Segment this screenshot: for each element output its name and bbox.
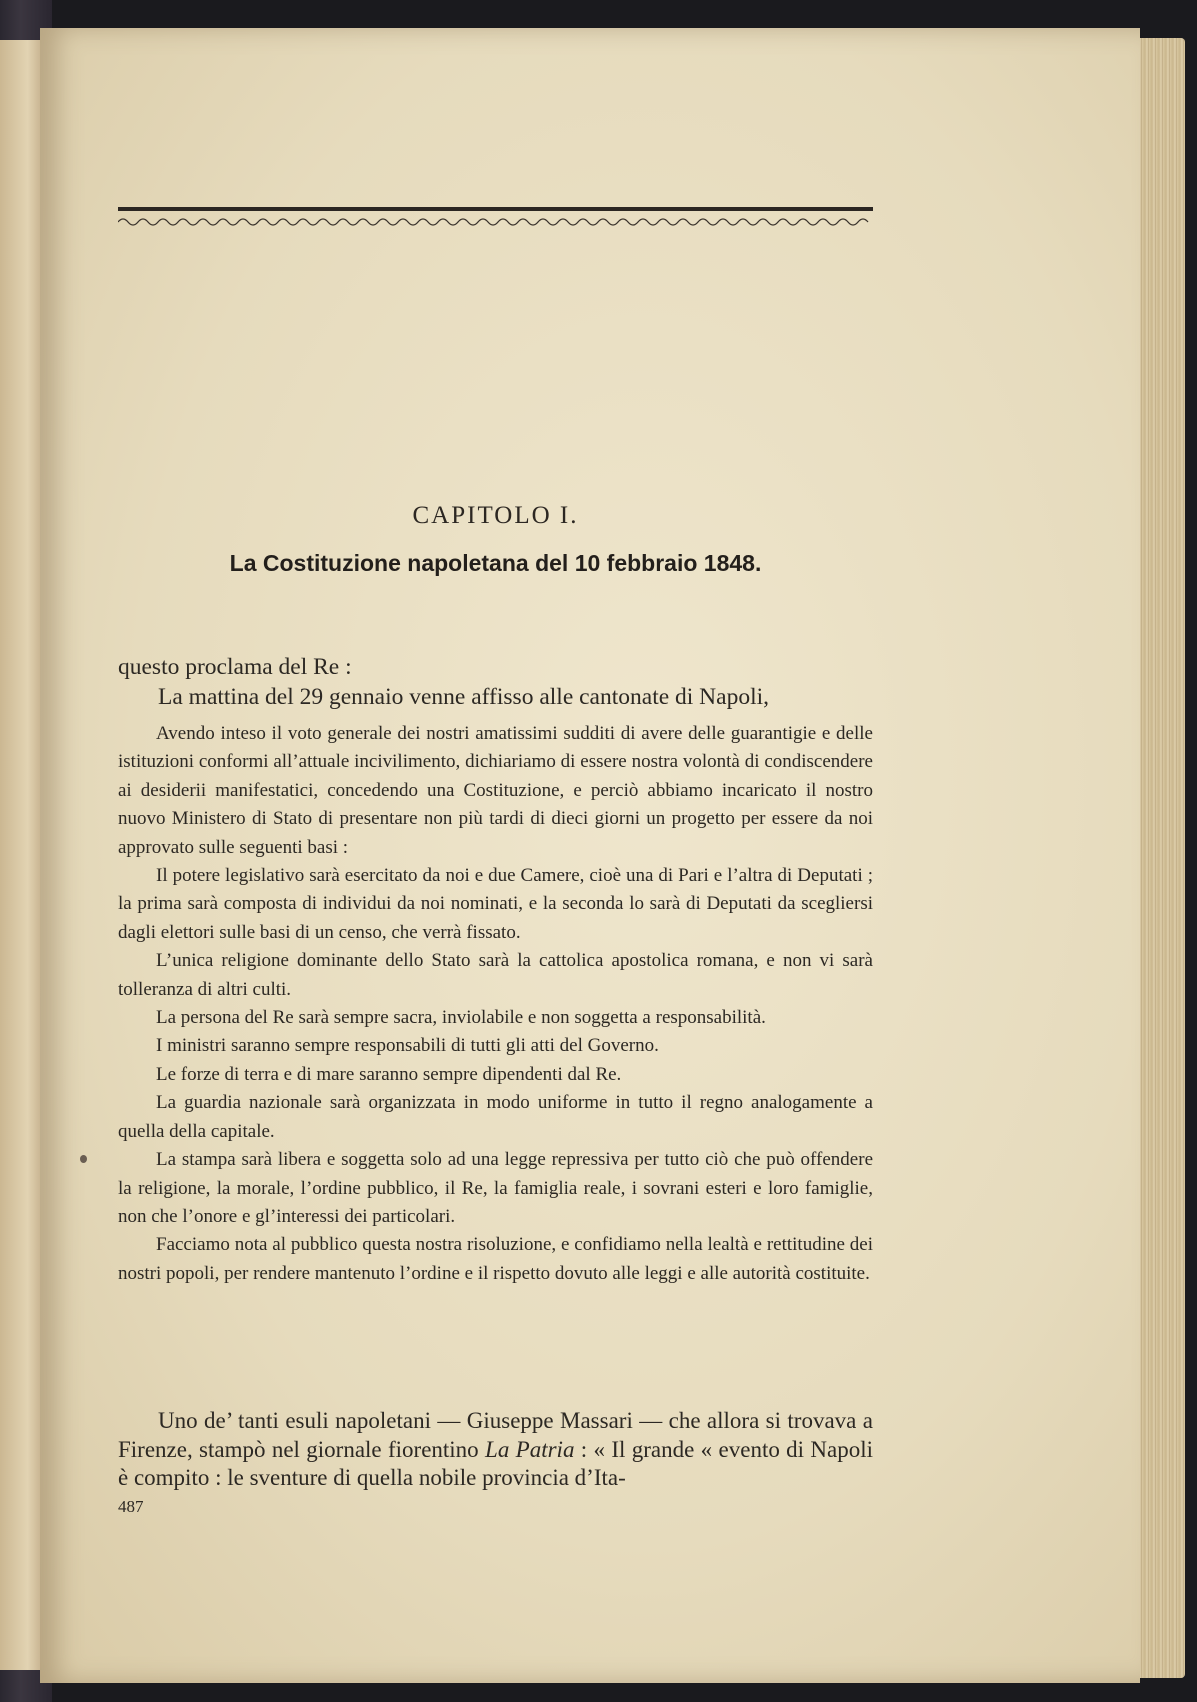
page-stack-edge <box>1135 38 1185 1678</box>
paper-stain <box>80 1155 87 1163</box>
proclamation-paragraph: La stampa sarà libera e soggetta solo ad una legge repressiva per tutto ciò che può offendere la religione, la morale, l’ordine pubblico, il Re, la famiglia reale, i sovrani esteri e loro famiglie, non che l’onore e gl’interessi dei particolari. <box>118 1149 873 1227</box>
header-rule <box>118 207 873 211</box>
massari-paragraph <box>118 1407 873 1493</box>
newspaper-name: La Patria <box>485 1436 575 1462</box>
proclamation-text <box>118 720 873 1288</box>
proclamation-paragraph: Il potere legislativo sarà esercitato da noi e due Camere, cioè una di Pari e l’altra di Deputati ; la prima sarà composta di individui da noi nominati, e la seconda lo sarà di Deputati da scegliersi dagli elettori sulle basi di un censo, che verrà fissato. <box>118 865 873 943</box>
intro-line: questo proclama del Re : <box>118 654 352 680</box>
intro-paragraph <box>118 652 873 712</box>
chapter-heading: CAPITOLO I. <box>412 502 579 529</box>
intro-line: La mattina del 29 gennaio venne affisso alle cantonate di Napoli, <box>158 684 770 710</box>
massari-text-end: : « Il grande « evento di Napoli è compito : le sventure di quella nobile provincia d’Ita- <box>118 1436 874 1490</box>
massari-text <box>118 1407 873 1493</box>
proclamation-paragraph: La guardia nazionale sarà organizzata in modo uniforme in tutto il regno analogamente a quella della capitale. <box>118 1092 873 1142</box>
proclamation-paragraph: Avendo inteso il voto generale dei nostri amatissimi sudditi di avere delle guarantigie e delle istituzioni conformi all’attuale incivilimento, dichiariamo di essere nostra volontà di condiscendere ai desiderii manifestatici, concedendo una Costituzione, e perciò abbiamo incaricato il nostro nuovo Ministero di Stato di presentare non più tardi di dieci giorni un progetto per essere da noi approvato sulle seguenti basi : <box>118 723 873 858</box>
chapter-title: La Costituzione napoletana del 10 febbraio 1848. <box>229 550 762 576</box>
proclamation-paragraph: La persona del Re sarà sempre sacra, inviolabile e non soggetta a responsabilità. <box>156 1007 766 1029</box>
proclamation-paragraph: L’unica religione dominante dello Stato sarà la cattolica apostolica romana, e non vi sarà tolleranza di altri culti. <box>118 950 873 1000</box>
header-wave-ornament <box>118 216 873 228</box>
proclamation-paragraph: I ministri saranno sempre responsabili di tutti gli atti del Governo. <box>156 1035 659 1057</box>
massari-text-start: Uno de’ tanti esuli napoletani — Giuseppe Massari — che allora si trovava a Firenze, stampò nel giornale fiorentino <box>118 1408 873 1462</box>
page-number: 487 <box>118 1497 144 1516</box>
proclamation-paragraph: Facciamo nota al pubblico questa nostra risoluzione, e confidiamo nella lealtà e rettitudine dei nostri popoli, per rendere mantenuto l’ordine e il rispetto dovuto alle leggi e alle autorità costituite. <box>118 1234 873 1284</box>
proclamation-paragraph: Le forze di terra e di mare saranno sempre dipendenti dal Re. <box>156 1063 622 1085</box>
